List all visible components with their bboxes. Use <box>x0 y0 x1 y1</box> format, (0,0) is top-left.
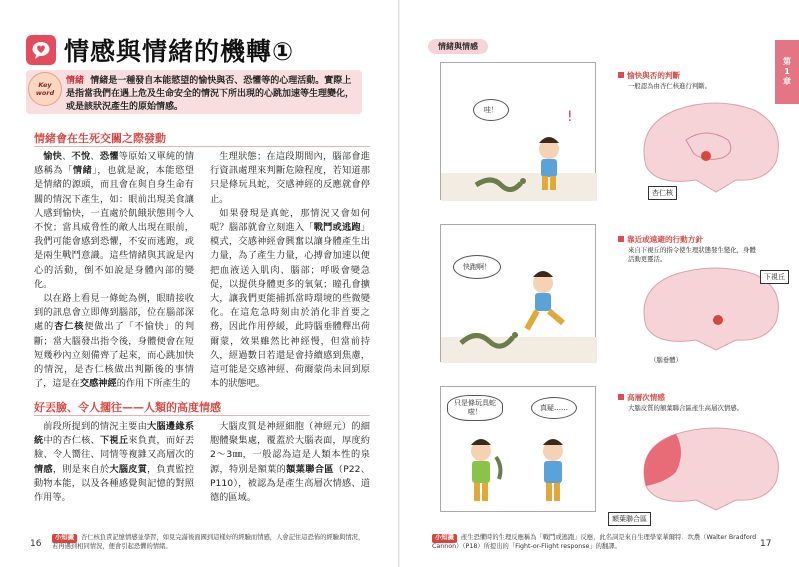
text-run: 」，也就是說，本能慾望是情緒的源頭，而且會在與自身生命有關的情況下產生，如：眼前出現美食讓人感到愉快，一直處於飢餓狀態則令人不悅；當具威脅性的敵人出現在眼前，我們可能會感到恐懼，不安而逃跑，或是兩生戰鬥意識。這些情緒與其說是內心的活動，倒不如說是身體內部的變化。 <box>34 165 195 290</box>
text-run: 、 <box>62 151 72 162</box>
chapter-tab-line2: 1 <box>784 67 790 76</box>
keyword-badge-line2: word <box>35 89 55 97</box>
text-run: ，則是來自於 <box>52 463 110 475</box>
svg-text:!: ! <box>567 109 573 125</box>
text-run: （P22、P110），被認為是產生高層次情感、道德的區域。 <box>210 463 371 504</box>
keyword-run: 情緒 <box>72 165 93 177</box>
speech-bubble-1: 哇！ <box>473 99 509 121</box>
keyword-box <box>26 70 362 114</box>
paragraph <box>210 420 370 505</box>
note-text-2: 來自下視丘的指令使生理狀態發生變化，身體活動更靈活。 <box>628 246 756 263</box>
keyword-text: 情緒是一種發自本能慾望的愉快與否、恐懼等的心理活動。實際上是指當我們在遇上危及生命安全的情況下所出現的心跳加速等生理變化，或是該狀況產生的原始情感。 <box>66 76 355 112</box>
page-number-left: 16 <box>30 539 42 549</box>
keyword-run: 情感 <box>34 463 53 475</box>
note-text-3: 大腦皮質的額葉聯合區產生高層次情感。 <box>628 404 744 412</box>
tip-text-left: 杏仁核負責記憶情感並學習，如見完滿後面國到這樣好的經驗而情感，人會記住這恐怖的經驗與情況，若再遇到相同情況，便會引起恐懼的情緒。 <box>52 534 365 550</box>
note-heading-2 <box>618 234 703 245</box>
chapter-tab <box>775 40 799 104</box>
keyword-run: 不悅 <box>71 151 91 162</box>
section-heading-1: 情緒會在生死交關之際發動 <box>34 132 166 145</box>
note-heading-1-text: 愉快與否的判斷 <box>627 71 681 80</box>
keyword-run: 交感神經 <box>79 378 117 390</box>
brain-illustration-3 <box>636 422 786 514</box>
paragraph <box>210 207 370 392</box>
keyword-definition <box>66 75 358 114</box>
section-divider-2 <box>34 415 370 416</box>
text-run: 以在路上看見一條蛇為例，眼睛接收到的訊息會立即傳到腦部，位在腦部深處的 <box>34 293 194 333</box>
paragraph <box>34 150 194 292</box>
note-heading-3 <box>618 392 665 403</box>
section-heading-2: 好丟臉、令人擱往——人類的高度情感 <box>34 401 221 414</box>
text-run: 如果發現是真蛇，那情況又會如何呢？腦部就會立刻進入「 <box>210 207 370 234</box>
brain-illustration-1 <box>636 96 786 196</box>
text-run: ，負責監控動物本能，以及各種感覺與記憶的對照作用等。 <box>34 463 195 504</box>
text-run: 來負責，而好丟臉、令人嚮往、同情等複雜又高層次的 <box>34 435 195 461</box>
keyword-run: 大腦邊緣系統 <box>34 421 195 447</box>
label-amygdala: 杏仁核 <box>648 186 677 200</box>
footnote-left <box>52 534 370 551</box>
text-run: 前段所提到的情況主要由 <box>43 421 148 432</box>
tip-text-right: 產生恐懼時的生理反應稱為「戰鬥或逃跑」反應，此名詞是來自生理學家華爾特．坎農（Walter Bradford Cannon）（P18）所提出的「Fight-or-Flight response」的翻譯。 <box>432 534 757 550</box>
comic-scene-1-illustration <box>441 63 597 201</box>
page-number-right: 17 <box>760 539 772 549</box>
keyword-run: 額葉聯合區 <box>286 463 334 475</box>
keyword-term: 情緒 <box>66 76 85 86</box>
keyword-run: 愉快 <box>43 151 63 162</box>
keyword-run: 杏仁核 <box>54 321 85 333</box>
heart-speech-icon <box>26 35 56 65</box>
comic-panel-3 <box>440 386 596 512</box>
comic-scene-2-illustration <box>441 225 597 363</box>
tip-badge-left: 小知識 <box>52 534 77 543</box>
body-column-3 <box>34 420 194 505</box>
keyword-run: 戰鬥或逃跑 <box>313 222 361 234</box>
label-pituitary: （腦垂體） <box>650 356 682 364</box>
footnote-right <box>432 534 762 551</box>
text-run: 生理狀態；在這段期間內，腦部會進行資訊處理來判斷危險程度，若知道那只是條玩具蛇，交感神經的反應就會停止。 <box>210 151 370 205</box>
body-column-4 <box>210 420 370 505</box>
comic-panel-2 <box>440 224 596 362</box>
speech-bubble-3-right: 真疑…… <box>531 397 577 419</box>
section-divider-1 <box>34 146 370 147</box>
body-column-1 <box>34 150 194 391</box>
note-text-1: 一般認為由杏仁核進行判斷。 <box>628 82 712 90</box>
keyword-run: 大腦皮質 <box>109 463 148 475</box>
tip-badge-right: 小知識 <box>432 534 457 543</box>
note-heading-3-text: 高層次情感 <box>627 393 665 402</box>
chapter-tab-line1: 第 <box>783 57 791 66</box>
title-row <box>26 32 294 68</box>
body-column-2 <box>210 150 370 391</box>
keyword-run: 下視丘 <box>100 435 129 447</box>
note-heading-1 <box>618 70 680 81</box>
keyword-badge <box>28 72 62 106</box>
note-heading-2-text: 靠近或遠避的行動方針 <box>627 235 703 244</box>
text-run: 、 <box>90 151 100 162</box>
text-run: 」模式，交感神經會興奮以讓身體產生出力量，為了產生力量，心搏會加速以便把血液送入肌肉、腦部；呼吸會變急促，以提供身體更多的氧氣；瞳孔會擴大，讓我們更能捕抓當時環境的些微變化。在這危急時刻由於消化非首要之務，因此作用停緩，此時腦垂體釋出荷爾蒙，效果雖然比神經慢，但當前持久，經過數日若還是會持續感到焦慮，這可能是交感神經、荷爾蒙尚未回到原本的狀態吧。 <box>210 222 371 390</box>
text-run: 的作用下所產生的 <box>116 378 191 390</box>
speech-bubble-2: 快跑啊！ <box>453 255 501 279</box>
keyword-badge-line1: Key <box>38 81 52 89</box>
right-page <box>400 0 799 567</box>
paragraph <box>34 420 194 505</box>
speech-bubble-3-left: 只是條玩具蛇啦！ <box>447 395 503 421</box>
left-page <box>0 0 399 567</box>
text-run: 便做出了「不愉快」的判斷；當大腦發出指令後，身體便會在短短幾秒內立刻備齊了起來，而心跳加快的情況，是杏仁核做出判斷後的事情了，這是在 <box>34 321 195 390</box>
chapter-tab-line3: 章 <box>783 77 791 86</box>
text-run: 大腦皮質是神經細胞（神經元）的細胞體聚集處，覆蓋於大腦表面，厚度約2～3㎜，一般認為這是人類本性的泉源，特別是額葉的 <box>210 421 370 475</box>
text-run: 等原始又單純的情感稱為「 <box>34 151 195 177</box>
page-title: 情感與情緒的機轉① <box>64 37 295 66</box>
keyword-run: 恐懼 <box>99 151 119 162</box>
comic-panel-1 <box>440 62 596 200</box>
text-run: 中的杏仁核、 <box>43 435 100 447</box>
label-hypothalamus: 下視丘 <box>760 270 789 284</box>
topic-tag: 情緒與情感 <box>428 39 488 54</box>
paragraph <box>34 292 194 391</box>
paragraph <box>210 150 370 207</box>
label-frontal-association-area: 額葉聯合區 <box>608 512 651 526</box>
